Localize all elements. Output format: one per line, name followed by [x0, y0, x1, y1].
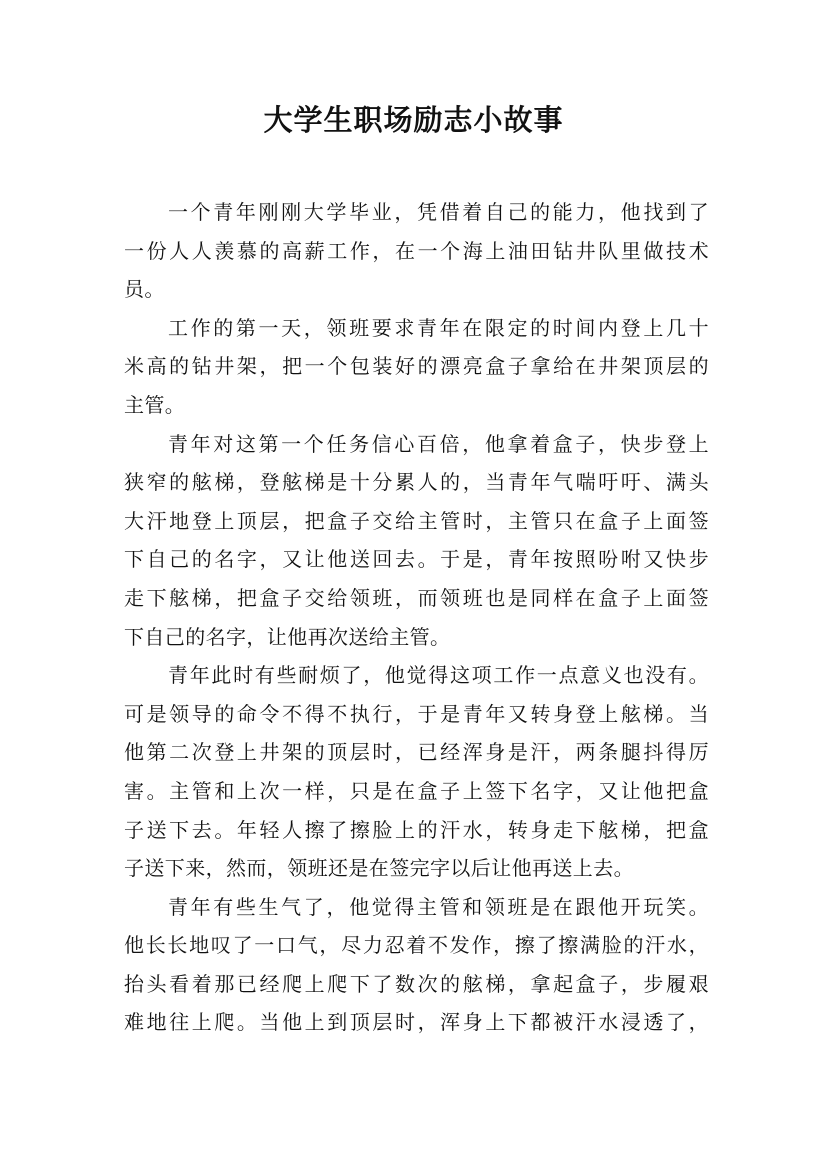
body-line: 子送下来，然而，领班还是在签完字以后让他再送上去。: [124, 856, 634, 881]
body-line: 子送下去。年轻人擦了擦脸上的汗水，转身走下舷梯，把盒: [124, 817, 709, 842]
body-line: 主管。: [124, 392, 186, 417]
body-line: 他第二次登上井架的顶层时，已经浑身是汗，两条腿抖得厉: [124, 740, 709, 765]
body-line: 狭窄的舷梯，登舷梯是十分累人的，当青年气喘吁吁、满头: [124, 470, 709, 495]
body-line: 难地往上爬。当他上到顶层时，浑身上下都被汗水浸透了，: [124, 1010, 709, 1035]
body-line: 青年对这第一个任务信心百倍，他拿着盒子，快步登上: [168, 431, 709, 456]
document-body: [124, 193, 709, 1042]
body-line: 下自己的名字，让他再次送给主管。: [124, 624, 451, 649]
body-line: 员。: [124, 277, 165, 302]
body-line: 一个青年刚刚大学毕业，凭借着自己的能力，他找到了: [168, 200, 709, 224]
body-line: 他长长地叹了一口气，尽力忍着不发作，擦了擦满脸的汗水，: [124, 933, 709, 958]
body-line: 下自己的名字，又让他送回去。于是，青年按照吩咐又快步: [124, 547, 709, 572]
body-line: 米高的钻井架，把一个包装好的漂亮盒子拿给在井架顶层的: [124, 354, 709, 379]
body-line: 一份人人羡慕的高薪工作，在一个海上油田钻井队里做技术: [124, 238, 709, 263]
body-line: 走下舷梯，把盒子交给领班，而领班也是同样在盒子上面签: [124, 585, 709, 610]
document-title: 大学生职场励志小故事: [263, 103, 564, 137]
body-line: 青年有些生气了，他觉得主管和领班是在跟他开玩笑。: [168, 894, 709, 919]
body-line: 抬头看着那已经爬上爬下了数次的舷梯，拿起盒子，步履艰: [124, 971, 709, 996]
body-line: 大汗地登上顶层，把盒子交给主管时，主管只在盒子上面签: [124, 508, 709, 533]
body-line: 可是领导的命令不得不执行，于是青年又转身登上舷梯。当: [124, 701, 709, 726]
body-line: 工作的第一天，领班要求青年在限定的时间内登上几十: [168, 315, 709, 340]
body-line: 青年此时有些耐烦了，他觉得这项工作一点意义也没有。: [168, 663, 709, 688]
body-line: 害。主管和上次一样，只是在盒子上签下名字，又让他把盒: [124, 778, 709, 803]
